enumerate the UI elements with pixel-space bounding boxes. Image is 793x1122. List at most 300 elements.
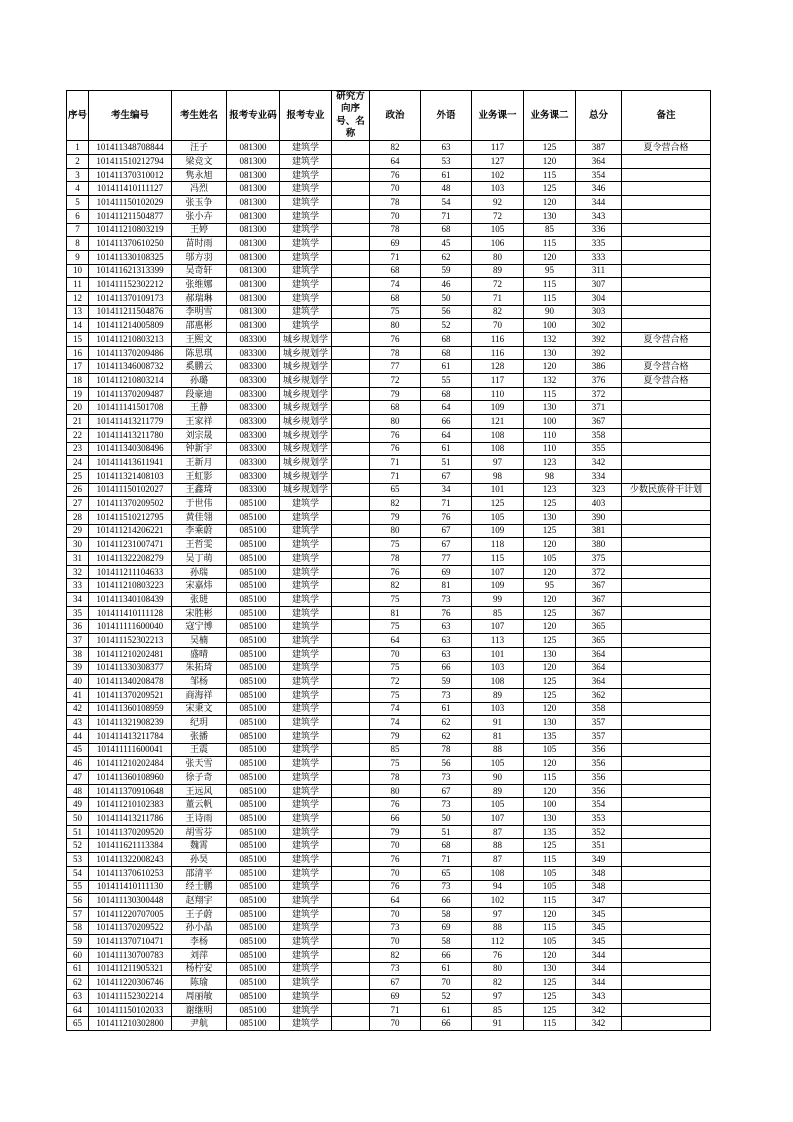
cell-politics: 75 xyxy=(370,305,421,319)
cell-course_two: 120 xyxy=(524,757,576,771)
cell-candidate_name: 王子蔚 xyxy=(172,907,227,921)
cell-no: 28 xyxy=(67,510,89,524)
header-cell-total: 总分 xyxy=(576,91,622,141)
cell-research_direction xyxy=(332,469,370,483)
cell-politics: 82 xyxy=(370,579,421,593)
cell-research_direction xyxy=(332,661,370,675)
cell-major_code: 085100 xyxy=(227,948,280,962)
cell-remark xyxy=(622,620,711,634)
cell-politics: 71 xyxy=(370,1003,421,1017)
cell-foreign_language: 46 xyxy=(421,278,472,292)
cell-candidate_name: 隽永旭 xyxy=(172,168,227,182)
cell-politics: 74 xyxy=(370,702,421,716)
cell-course_two: 90 xyxy=(524,305,576,319)
cell-candidate_name: 汪子 xyxy=(172,141,227,155)
cell-foreign_language: 67 xyxy=(421,538,472,552)
cell-major_code: 085100 xyxy=(227,894,280,908)
cell-research_direction xyxy=(332,935,370,949)
cell-total: 352 xyxy=(576,825,622,839)
cell-total: 364 xyxy=(576,155,622,169)
cell-course_one: 92 xyxy=(472,196,524,210)
table-row xyxy=(67,346,711,360)
cell-candidate_id: 101411330108325 xyxy=(89,250,172,264)
cell-total: 345 xyxy=(576,907,622,921)
cell-foreign_language: 67 xyxy=(421,524,472,538)
cell-remark xyxy=(622,579,711,593)
cell-politics: 70 xyxy=(370,209,421,223)
header-cell-research_direction: 研究方向序号、名称 xyxy=(332,91,370,141)
cell-course_two: 120 xyxy=(524,593,576,607)
cell-candidate_id: 101411111600041 xyxy=(89,743,172,757)
cell-research_direction xyxy=(332,634,370,648)
cell-major: 城乡规划学 xyxy=(280,346,332,360)
cell-major: 建筑学 xyxy=(280,1003,332,1017)
cell-candidate_id: 101411321908239 xyxy=(89,716,172,730)
cell-foreign_language: 61 xyxy=(421,962,472,976)
cell-no: 24 xyxy=(67,456,89,470)
cell-foreign_language: 73 xyxy=(421,688,472,702)
cell-candidate_name: 宋秉文 xyxy=(172,702,227,716)
cell-no: 59 xyxy=(67,935,89,949)
table-row xyxy=(67,469,711,483)
cell-foreign_language: 62 xyxy=(421,716,472,730)
cell-course_one: 89 xyxy=(472,264,524,278)
cell-research_direction xyxy=(332,757,370,771)
cell-course_one: 80 xyxy=(472,250,524,264)
cell-major: 建筑学 xyxy=(280,853,332,867)
cell-course_two: 120 xyxy=(524,250,576,264)
cell-foreign_language: 73 xyxy=(421,771,472,785)
cell-course_two: 123 xyxy=(524,483,576,497)
cell-major: 城乡规划学 xyxy=(280,456,332,470)
cell-course_one: 105 xyxy=(472,223,524,237)
cell-course_one: 112 xyxy=(472,935,524,949)
cell-candidate_name: 张维娜 xyxy=(172,278,227,292)
cell-major: 城乡规划学 xyxy=(280,483,332,497)
table-row xyxy=(67,784,711,798)
cell-total: 357 xyxy=(576,716,622,730)
cell-course_two: 115 xyxy=(524,278,576,292)
cell-remark xyxy=(622,291,711,305)
table-row xyxy=(67,305,711,319)
cell-candidate_name: 杨柠安 xyxy=(172,962,227,976)
cell-total: 307 xyxy=(576,278,622,292)
cell-course_two: 105 xyxy=(524,743,576,757)
cell-candidate_id: 101411211104633 xyxy=(89,565,172,579)
cell-candidate_name: 吴丁萌 xyxy=(172,552,227,566)
cell-course_one: 101 xyxy=(472,647,524,661)
table-row xyxy=(67,333,711,347)
cell-major_code: 085100 xyxy=(227,757,280,771)
cell-remark xyxy=(622,237,711,251)
cell-total: 356 xyxy=(576,784,622,798)
cell-politics: 80 xyxy=(370,524,421,538)
cell-major: 建筑学 xyxy=(280,935,332,949)
cell-course_two: 95 xyxy=(524,264,576,278)
cell-course_one: 71 xyxy=(472,291,524,305)
cell-course_two: 125 xyxy=(524,634,576,648)
cell-research_direction xyxy=(332,990,370,1004)
table-row xyxy=(67,141,711,155)
cell-candidate_id: 101411150102029 xyxy=(89,196,172,210)
cell-politics: 64 xyxy=(370,894,421,908)
cell-research_direction xyxy=(332,702,370,716)
cell-major_code: 085100 xyxy=(227,798,280,812)
cell-foreign_language: 64 xyxy=(421,401,472,415)
header-cell-foreign_language: 外语 xyxy=(421,91,472,141)
cell-major: 建筑学 xyxy=(280,990,332,1004)
cell-research_direction xyxy=(332,428,370,442)
table-body xyxy=(67,141,711,1031)
cell-course_two: 130 xyxy=(524,716,576,730)
cell-total: 367 xyxy=(576,415,622,429)
cell-major_code: 083300 xyxy=(227,387,280,401)
cell-major: 建筑学 xyxy=(280,976,332,990)
cell-candidate_name: 王婷 xyxy=(172,223,227,237)
cell-major: 建筑学 xyxy=(280,880,332,894)
cell-total: 364 xyxy=(576,675,622,689)
cell-research_direction xyxy=(332,141,370,155)
cell-remark xyxy=(622,264,711,278)
cell-candidate_name: 王震 xyxy=(172,743,227,757)
cell-foreign_language: 51 xyxy=(421,825,472,839)
score-table xyxy=(66,90,711,1031)
cell-total: 336 xyxy=(576,223,622,237)
cell-total: 372 xyxy=(576,565,622,579)
table-row xyxy=(67,209,711,223)
cell-major_code: 085100 xyxy=(227,620,280,634)
cell-major_code: 085100 xyxy=(227,593,280,607)
cell-research_direction xyxy=(332,688,370,702)
cell-research_direction xyxy=(332,798,370,812)
cell-remark xyxy=(622,743,711,757)
cell-candidate_id: 101411413211786 xyxy=(89,812,172,826)
table-row xyxy=(67,962,711,976)
cell-major: 城乡规划学 xyxy=(280,401,332,415)
cell-major: 建筑学 xyxy=(280,620,332,634)
cell-foreign_language: 45 xyxy=(421,237,472,251)
cell-course_one: 103 xyxy=(472,182,524,196)
cell-course_two: 125 xyxy=(524,141,576,155)
cell-candidate_name: 李杨 xyxy=(172,935,227,949)
cell-candidate_name: 张玉争 xyxy=(172,196,227,210)
cell-politics: 67 xyxy=(370,976,421,990)
cell-total: 365 xyxy=(576,634,622,648)
cell-research_direction xyxy=(332,675,370,689)
cell-candidate_name: 王诗雨 xyxy=(172,812,227,826)
cell-major_code: 085100 xyxy=(227,976,280,990)
table-row xyxy=(67,976,711,990)
table-row xyxy=(67,319,711,333)
cell-major_code: 085100 xyxy=(227,880,280,894)
table-row xyxy=(67,401,711,415)
cell-course_one: 89 xyxy=(472,688,524,702)
cell-course_two: 105 xyxy=(524,552,576,566)
cell-total: 343 xyxy=(576,990,622,1004)
cell-candidate_id: 101411214206221 xyxy=(89,524,172,538)
cell-major_code: 085100 xyxy=(227,771,280,785)
table-row xyxy=(67,702,711,716)
cell-politics: 79 xyxy=(370,510,421,524)
cell-major: 建筑学 xyxy=(280,921,332,935)
cell-major_code: 081300 xyxy=(227,291,280,305)
header-cell-major_code: 报考专业码 xyxy=(227,91,280,141)
cell-candidate_id: 101411370910648 xyxy=(89,784,172,798)
cell-course_one: 85 xyxy=(472,1003,524,1017)
cell-total: 354 xyxy=(576,798,622,812)
cell-remark xyxy=(622,812,711,826)
cell-course_one: 87 xyxy=(472,825,524,839)
cell-total: 390 xyxy=(576,510,622,524)
cell-remark xyxy=(622,825,711,839)
cell-course_two: 130 xyxy=(524,647,576,661)
cell-course_one: 108 xyxy=(472,442,524,456)
table-row xyxy=(67,264,711,278)
cell-major: 城乡规划学 xyxy=(280,374,332,388)
cell-major: 建筑学 xyxy=(280,948,332,962)
cell-major: 建筑学 xyxy=(280,634,332,648)
cell-course_two: 115 xyxy=(524,921,576,935)
cell-politics: 70 xyxy=(370,647,421,661)
cell-course_two: 120 xyxy=(524,565,576,579)
cell-politics: 82 xyxy=(370,497,421,511)
table-row xyxy=(67,716,711,730)
cell-major_code: 085100 xyxy=(227,524,280,538)
table-row xyxy=(67,442,711,456)
table-row xyxy=(67,237,711,251)
cell-research_direction xyxy=(332,620,370,634)
cell-research_direction xyxy=(332,374,370,388)
table-row xyxy=(67,524,711,538)
cell-course_one: 91 xyxy=(472,716,524,730)
table-row xyxy=(67,510,711,524)
cell-research_direction xyxy=(332,716,370,730)
cell-foreign_language: 48 xyxy=(421,182,472,196)
cell-politics: 76 xyxy=(370,853,421,867)
cell-major: 建筑学 xyxy=(280,538,332,552)
table-row xyxy=(67,565,711,579)
cell-major_code: 085100 xyxy=(227,866,280,880)
cell-foreign_language: 51 xyxy=(421,456,472,470)
cell-politics: 75 xyxy=(370,757,421,771)
table-row xyxy=(67,921,711,935)
cell-candidate_id: 101411210803223 xyxy=(89,579,172,593)
cell-foreign_language: 52 xyxy=(421,319,472,333)
cell-research_direction xyxy=(332,907,370,921)
cell-politics: 70 xyxy=(370,935,421,949)
cell-total: 371 xyxy=(576,401,622,415)
cell-candidate_name: 王哲雯 xyxy=(172,538,227,552)
cell-foreign_language: 66 xyxy=(421,948,472,962)
cell-candidate_name: 李乘蔚 xyxy=(172,524,227,538)
cell-major: 城乡规划学 xyxy=(280,469,332,483)
cell-major: 建筑学 xyxy=(280,168,332,182)
cell-candidate_name: 王鑫琦 xyxy=(172,483,227,497)
cell-total: 351 xyxy=(576,839,622,853)
cell-course_two: 125 xyxy=(524,976,576,990)
cell-candidate_name: 邵惠彬 xyxy=(172,319,227,333)
cell-course_one: 82 xyxy=(472,305,524,319)
cell-total: 362 xyxy=(576,688,622,702)
cell-research_direction xyxy=(332,456,370,470)
cell-course_two: 130 xyxy=(524,209,576,223)
cell-foreign_language: 73 xyxy=(421,798,472,812)
cell-course_one: 82 xyxy=(472,976,524,990)
cell-politics: 68 xyxy=(370,264,421,278)
cell-remark xyxy=(622,155,711,169)
cell-total: 386 xyxy=(576,360,622,374)
cell-course_one: 105 xyxy=(472,798,524,812)
table-row xyxy=(67,538,711,552)
cell-course_one: 80 xyxy=(472,962,524,976)
cell-no: 30 xyxy=(67,538,89,552)
cell-politics: 78 xyxy=(370,196,421,210)
cell-foreign_language: 69 xyxy=(421,921,472,935)
cell-foreign_language: 53 xyxy=(421,155,472,169)
cell-major_code: 085100 xyxy=(227,661,280,675)
cell-foreign_language: 61 xyxy=(421,442,472,456)
cell-candidate_name: 董云帆 xyxy=(172,798,227,812)
cell-candidate_name: 冯烈 xyxy=(172,182,227,196)
cell-course_one: 90 xyxy=(472,771,524,785)
cell-major_code: 083300 xyxy=(227,346,280,360)
cell-total: 345 xyxy=(576,921,622,935)
cell-course_one: 81 xyxy=(472,729,524,743)
cell-politics: 80 xyxy=(370,415,421,429)
cell-research_direction xyxy=(332,825,370,839)
cell-research_direction xyxy=(332,552,370,566)
cell-course_two: 105 xyxy=(524,935,576,949)
cell-candidate_id: 101411370209522 xyxy=(89,921,172,935)
cell-no: 46 xyxy=(67,757,89,771)
cell-total: 354 xyxy=(576,168,622,182)
table-row xyxy=(67,948,711,962)
cell-course_one: 106 xyxy=(472,237,524,251)
cell-candidate_id: 101411330308377 xyxy=(89,661,172,675)
cell-course_one: 97 xyxy=(472,990,524,1004)
cell-course_one: 88 xyxy=(472,743,524,757)
cell-course_two: 120 xyxy=(524,907,576,921)
cell-major: 建筑学 xyxy=(280,278,332,292)
cell-remark xyxy=(622,223,711,237)
cell-no: 25 xyxy=(67,469,89,483)
cell-course_two: 132 xyxy=(524,333,576,347)
cell-total: 348 xyxy=(576,866,622,880)
cell-candidate_id: 101411510212794 xyxy=(89,155,172,169)
cell-politics: 69 xyxy=(370,990,421,1004)
cell-no: 45 xyxy=(67,743,89,757)
cell-candidate_name: 吴奇轩 xyxy=(172,264,227,278)
cell-candidate_id: 101411130700783 xyxy=(89,948,172,962)
cell-no: 26 xyxy=(67,483,89,497)
cell-course_one: 99 xyxy=(472,593,524,607)
cell-no: 15 xyxy=(67,333,89,347)
table-row xyxy=(67,552,711,566)
cell-course_two: 85 xyxy=(524,223,576,237)
cell-no: 5 xyxy=(67,196,89,210)
cell-major_code: 085100 xyxy=(227,565,280,579)
cell-research_direction xyxy=(332,538,370,552)
cell-major: 建筑学 xyxy=(280,182,332,196)
cell-research_direction xyxy=(332,729,370,743)
cell-course_two: 125 xyxy=(524,839,576,853)
cell-remark: 少数民族骨干计划 xyxy=(622,483,711,497)
cell-candidate_id: 101411141501708 xyxy=(89,401,172,415)
cell-no: 53 xyxy=(67,853,89,867)
cell-remark xyxy=(622,305,711,319)
cell-no: 23 xyxy=(67,442,89,456)
cell-politics: 69 xyxy=(370,237,421,251)
cell-candidate_id: 101411370209502 xyxy=(89,497,172,511)
cell-candidate_name: 王家祥 xyxy=(172,415,227,429)
cell-no: 42 xyxy=(67,702,89,716)
cell-foreign_language: 71 xyxy=(421,497,472,511)
cell-major_code: 085100 xyxy=(227,921,280,935)
cell-major_code: 081300 xyxy=(227,141,280,155)
cell-no: 27 xyxy=(67,497,89,511)
cell-research_direction xyxy=(332,962,370,976)
cell-course_one: 121 xyxy=(472,415,524,429)
cell-candidate_name: 商海祥 xyxy=(172,688,227,702)
cell-research_direction xyxy=(332,606,370,620)
cell-candidate_name: 邵清平 xyxy=(172,866,227,880)
cell-course_two: 123 xyxy=(524,456,576,470)
cell-total: 343 xyxy=(576,209,622,223)
cell-foreign_language: 66 xyxy=(421,415,472,429)
cell-no: 3 xyxy=(67,168,89,182)
cell-course_two: 120 xyxy=(524,948,576,962)
cell-course_two: 110 xyxy=(524,442,576,456)
cell-total: 387 xyxy=(576,141,622,155)
cell-course_one: 107 xyxy=(472,812,524,826)
cell-candidate_name: 刘宗晟 xyxy=(172,428,227,442)
cell-research_direction xyxy=(332,948,370,962)
cell-major: 建筑学 xyxy=(280,593,332,607)
cell-candidate_id: 101411152302212 xyxy=(89,278,172,292)
cell-no: 38 xyxy=(67,647,89,661)
cell-major_code: 085100 xyxy=(227,702,280,716)
cell-politics: 70 xyxy=(370,839,421,853)
cell-total: 349 xyxy=(576,853,622,867)
cell-total: 353 xyxy=(576,812,622,826)
cell-major_code: 085100 xyxy=(227,688,280,702)
header-cell-candidate_id: 考生编号 xyxy=(89,91,172,141)
table-row xyxy=(67,880,711,894)
cell-remark xyxy=(622,702,711,716)
cell-candidate_id: 101411340208478 xyxy=(89,675,172,689)
table-row xyxy=(67,182,711,196)
cell-major: 建筑学 xyxy=(280,757,332,771)
cell-course_two: 130 xyxy=(524,510,576,524)
cell-course_two: 125 xyxy=(524,688,576,702)
cell-politics: 78 xyxy=(370,552,421,566)
cell-foreign_language: 68 xyxy=(421,223,472,237)
cell-foreign_language: 73 xyxy=(421,593,472,607)
cell-major_code: 085100 xyxy=(227,510,280,524)
cell-major_code: 085100 xyxy=(227,538,280,552)
cell-candidate_name: 王静 xyxy=(172,401,227,415)
cell-remark xyxy=(622,415,711,429)
header-cell-course_two: 业务课二 xyxy=(524,91,576,141)
cell-course_two: 120 xyxy=(524,196,576,210)
cell-course_two: 115 xyxy=(524,168,576,182)
cell-course_two: 115 xyxy=(524,853,576,867)
cell-course_one: 70 xyxy=(472,319,524,333)
cell-major: 城乡规划学 xyxy=(280,333,332,347)
cell-major_code: 081300 xyxy=(227,237,280,251)
cell-major_code: 085100 xyxy=(227,634,280,648)
cell-research_direction xyxy=(332,647,370,661)
